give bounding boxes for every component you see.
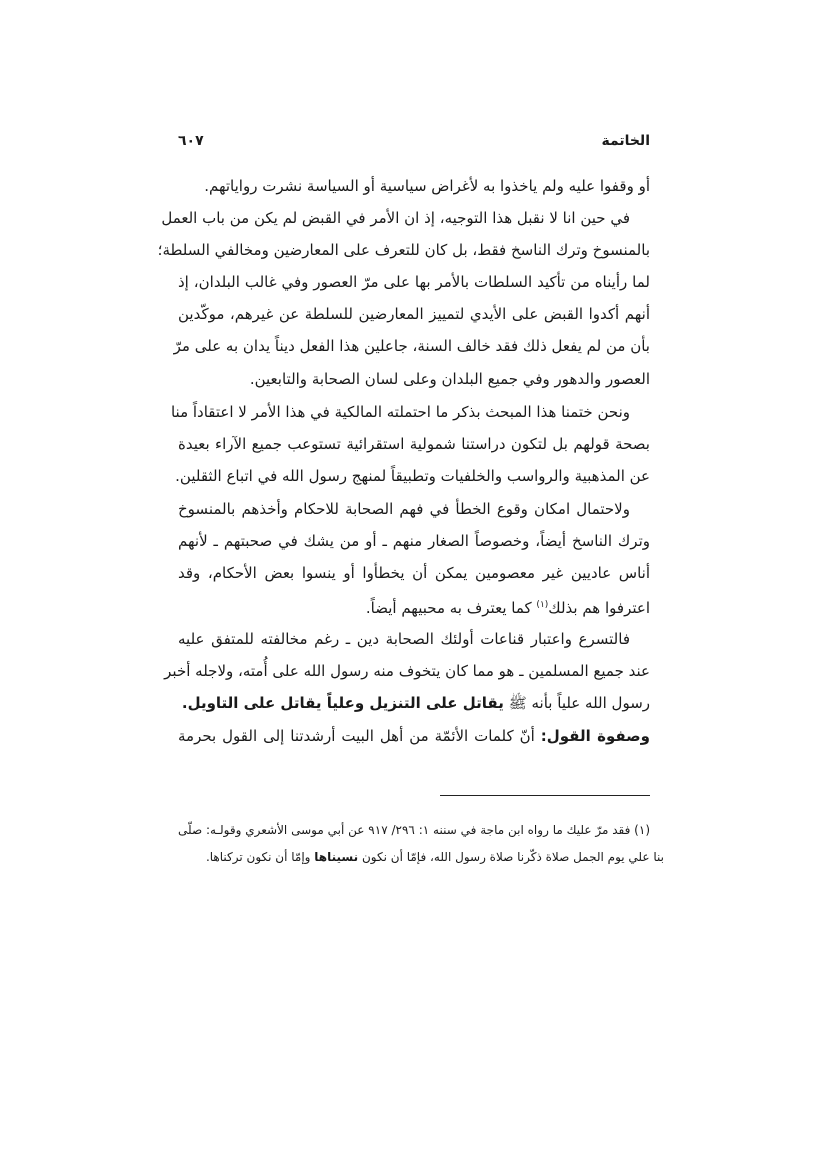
body-line: العصور والدهور وفي جميع البلدان وعلى لسان الصحابة والتابعين. [249,370,650,388]
footnote-text: وإمّا أن نكون تركناها. [205,850,315,864]
body-line: أنهم أكدوا القبض على الأيدي لتمييز المعارضين للسلطة عن غيرهم، موكّدين [178,305,650,323]
bold-lead-text: وصفوة القول: [540,727,650,745]
body-line [178,593,650,620]
line-text: اعترفوا هم بذلك [548,599,650,617]
body-line: لما رأيناه من تأكيد السلطات بالأمر بها على مرّ العصور وفي غالب البلدان، إذ [178,273,650,291]
body-line: فالتسرع واعتبار قناعات أولئك الصحابة دين ـ رغم مخالفته للمتفق عليه [178,630,630,648]
body-line: في حين انا لا نقبل هذا التوجيه، إذ ان الأمر في القبض لم يكن من باب العمل [161,209,630,227]
body-line [178,724,650,748]
footnote-line [204,847,664,867]
footnote-line: (١) فقد مرّ عليك ما رواه ابن ماجة في سننه ١: ٢٩٦/ ٩١٧ عن أبي موسى الأشعري وقولـه: صلّى [178,823,651,837]
running-header-title: الخاتمة [601,133,650,149]
body-line: بالمنسوخ وترك الناسخ فقط، بل كان للتعرف على المعارضين ومخالفي السلطة؛ [157,241,650,259]
line-text: أنّ كلمات الأئمّة من أهل البيت أرشدتنا إلى القول بحرمة [178,727,541,745]
footnote-marker[interactable]: (١) [536,600,549,610]
body-line: عند جميع المسلمين ـ هو مما كان يتخوف منه رسول الله على أُمته، ولاجله أخبر [164,662,650,680]
line-text: رسول الله علياً بأنه ﷺ [503,694,650,712]
footnote-divider [440,795,650,796]
footnote-bold-text: نسيناها [314,850,359,864]
body-line: بأن من لم يفعل ذلك فقد خالف السنة، جاعلين هذا الفعل ديناً يدان به على مرّ [173,337,650,355]
body-line: وترك الناسخ أيضاً، وخصوصاً الصغار منهم ـ أو من يشك في صحبتهم ـ لأنهم [178,532,650,550]
body-line [178,691,650,715]
page-number: ٦٠٧ [178,133,204,149]
body-line: ولاحتمال امكان وقوع الخطأ في فهم الصحابة للاحكام وأخذهم بالمنسوخ [178,500,630,518]
line-text: كما يعترف به محبيهم أيضاً. [365,599,537,617]
body-line: أناس عاديين غير معصومين يمكن أن يخطأوا أو ينسوا بعض الأحكام، وقد [178,564,650,582]
body-line: بصحة قولهم بل لتكون دراستنا شمولية استقرائية تستوعب جميع الآراء بعيدة [178,435,650,453]
body-line: عن المذهبية والرواسب والخلفيات وتطبيقاً لمنهج رسول الله في اتباع الثقلين. [175,467,650,485]
bold-hadith-text: يقاتل على التنزيل وعلياً يقاتل على التاويل. [181,694,504,712]
body-line: أو وقفوا عليه ولم ياخذوا به لأغراض سياسية أو السياسة نشرت رواياتهم. [204,177,650,195]
footnote-text: بنا علي يوم الجمل صلاة ذكّرنا صلاة رسول الله، فإمّا أن نكون [358,850,664,864]
body-line: ونحن ختمنا هذا المبحث بذكر ما احتملته المالكية في هذا الأمر لا اعتقاداً منا [170,403,630,421]
